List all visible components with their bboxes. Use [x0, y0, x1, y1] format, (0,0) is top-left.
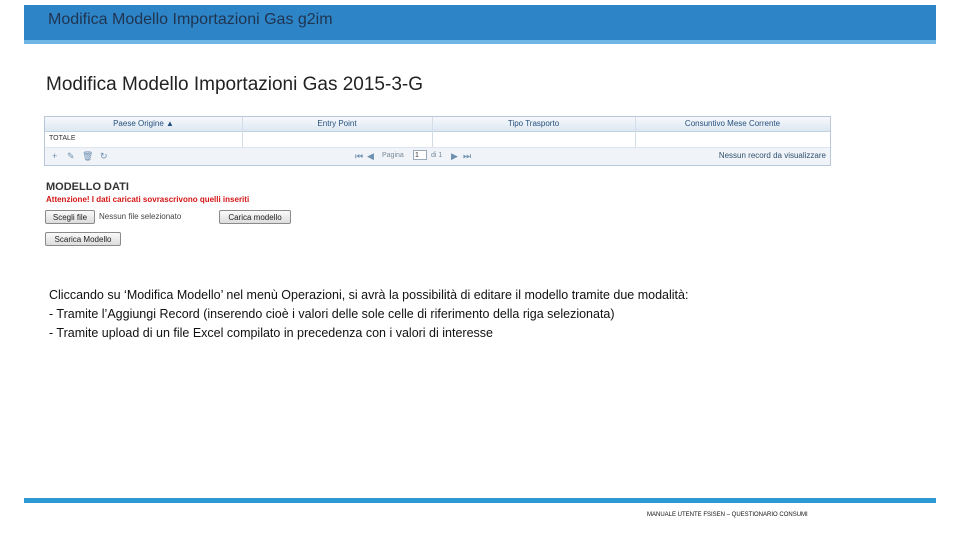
- model-section-title: MODELLO DATI: [46, 181, 129, 193]
- description-line: - Tramite l’Aggiungi Record (inserendo cioè i valori delle sole celle di riferimento della riga selezionata): [49, 307, 615, 321]
- column-divider: [242, 117, 243, 148]
- column-header-consuntivo[interactable]: Consuntivo Mese Corrente: [684, 119, 781, 128]
- table-row-total: TOTALE: [49, 135, 76, 142]
- empty-records-message: Nessun record da visualizzare: [718, 151, 826, 160]
- add-icon[interactable]: +: [52, 151, 58, 161]
- description-line: Cliccando su ‘Modifica Modello’ nel menù Operazioni, si avrà la possibilità di editare il modello tramite due modalità:: [49, 288, 689, 302]
- delete-icon[interactable]: 🗑: [82, 151, 94, 161]
- column-header-entry-point[interactable]: Entry Point: [317, 119, 357, 128]
- records-grid: [44, 116, 831, 166]
- page-label: Pagina: [382, 152, 404, 159]
- last-page-icon[interactable]: ⏭: [463, 151, 472, 161]
- next-page-icon[interactable]: ▶: [451, 151, 458, 161]
- footer-caption: MANUALE UTENTE FSISEN – QUESTIONARIO CONSUMI: [647, 512, 808, 518]
- grid-pager: [45, 148, 830, 165]
- slide-title: Modifica Modello Importazioni Gas g2im: [48, 11, 333, 28]
- footer-bar: [24, 498, 936, 503]
- column-divider: [635, 117, 636, 148]
- page-number-input[interactable]: [413, 150, 427, 160]
- refresh-icon[interactable]: ↻: [100, 151, 108, 161]
- description-text: [49, 286, 688, 343]
- upload-model-button[interactable]: Carica modello: [219, 210, 291, 224]
- edit-icon[interactable]: ✎: [67, 151, 75, 161]
- slide-header-accent-line: [24, 40, 936, 44]
- grid-header: [45, 117, 830, 132]
- description-line: - Tramite upload di un file Excel compilato in precedenza con i valori di interesse: [49, 326, 493, 340]
- page-total-label: di 1: [431, 152, 443, 159]
- file-status-label: Nessun file selezionato: [99, 212, 182, 221]
- overwrite-warning: Attenzione! I dati caricati sovrascrivono quelli inseriti: [46, 195, 250, 204]
- column-divider: [432, 117, 433, 148]
- page-title: Modifica Modello Importazioni Gas 2015-3-G: [46, 74, 424, 95]
- column-header-tipo-trasporto[interactable]: Tipo Trasporto: [507, 119, 560, 128]
- choose-file-button[interactable]: Scegli file: [45, 210, 95, 224]
- download-model-button[interactable]: Scarica Modello: [45, 232, 121, 246]
- first-page-icon[interactable]: ⏮: [355, 151, 364, 161]
- prev-page-icon[interactable]: ◀: [367, 151, 374, 161]
- column-header-paese-origine[interactable]: Paese Origine ▲: [113, 119, 174, 128]
